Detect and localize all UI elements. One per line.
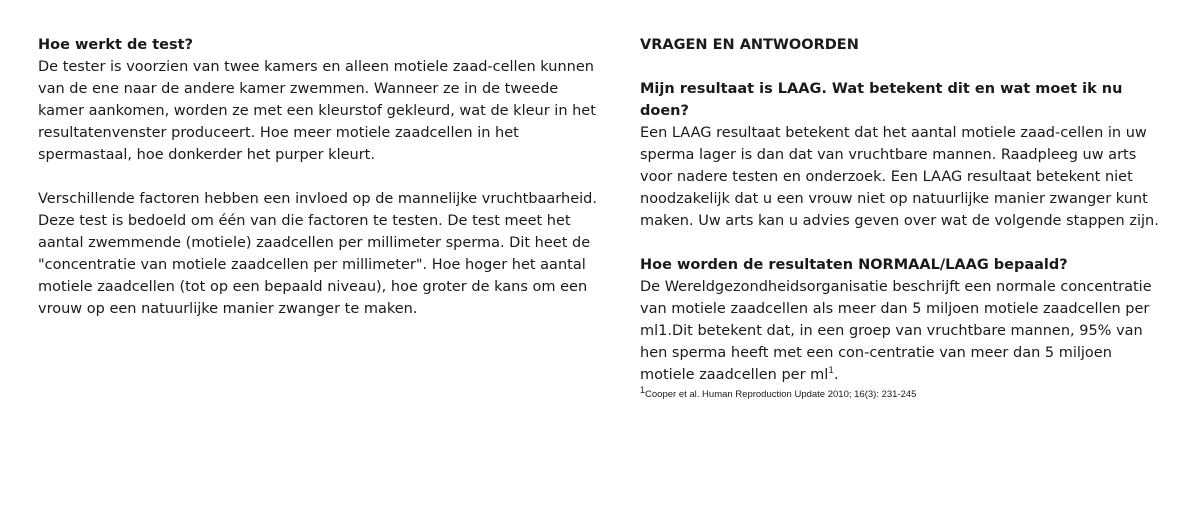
answer-low-result: Een LAAG resultaat betekent dat het aantal motiele zaad-cellen in uw sperma lager is dan dat van vruchtbare mannen. Raadpleeg uw arts voor nadere testen en onderzoek. Een LAAG resultaat betekent niet noodzakelijk dat u een vrouw niet op natuurlijke manier zwanger kunt maken. Uw arts kan u advies geven over wat de volgende stappen zijn. [640, 125, 1159, 229]
answer-normal-low-text: De Wereldgezondheidsorganisatie beschrijft een normale concentratie van motiele zaadcellen als meer dan 5 miljoen motiele zaadcellen per ml1.Dit betekent dat, in een groep van vruchtbare mannen, 95% van hen sperma heeft met een con-centratie van meer dan 5 miljoen motiele zaadcellen per ml [640, 279, 1152, 383]
footnote-marker: 1 [640, 384, 646, 395]
paragraph-gap [38, 166, 598, 188]
answer-normal-low [640, 276, 1170, 386]
left-column [38, 34, 598, 320]
answer-footnote-marker: 1 [828, 366, 835, 377]
qa-section-title: VRAGEN EN ANTWOORDEN [640, 37, 859, 53]
footnote [640, 384, 1170, 402]
qa-gap [640, 232, 1170, 254]
section-gap [640, 56, 1170, 78]
fertility-factors-paragraph: Verschillende factoren hebben een invloed op de mannelijke vruchtbaarheid. Deze test is bedoeld om één van die factoren te testen. De test meet het aantal zwemmende (motiele) zaadcellen per millimeter sperma. Dit heet de "concentratie van motiele zaadcellen per millimeter". Hoe hoger het aantal motiele zaadcellen (tot op een bepaald niveau), hoe groter de kans om een vrouw op een natuurlijke manier zwanger te maken. [38, 191, 597, 317]
answer-normal-low-end: . [834, 367, 839, 383]
question-normal-low: Hoe worden de resultaten NORMAAL/LAAG bepaald? [640, 257, 1068, 273]
footnote-text: Cooper et al. Human Reproduction Update 2010; 16(3): 231-245 [645, 389, 917, 400]
right-column [640, 34, 1170, 402]
question-low-result: Mijn resultaat is LAAG. Wat betekent dit en wat moet ik nu doen? [640, 81, 1123, 119]
how-test-works-paragraph: De tester is voorzien van twee kamers en alleen motiele zaad-cellen kunnen van de ene naar de andere kamer zwemmen. Wanneer ze in de tweede kamer aankomen, worden ze met een kleurstof gekleurd, wat de kleur in het resultatenvenster produceert. Hoe meer motiele zaadcellen in het spermastaal, hoe donkerder het purper kleurt. [38, 59, 596, 163]
how-test-works-heading: Hoe werkt de test? [38, 37, 193, 53]
